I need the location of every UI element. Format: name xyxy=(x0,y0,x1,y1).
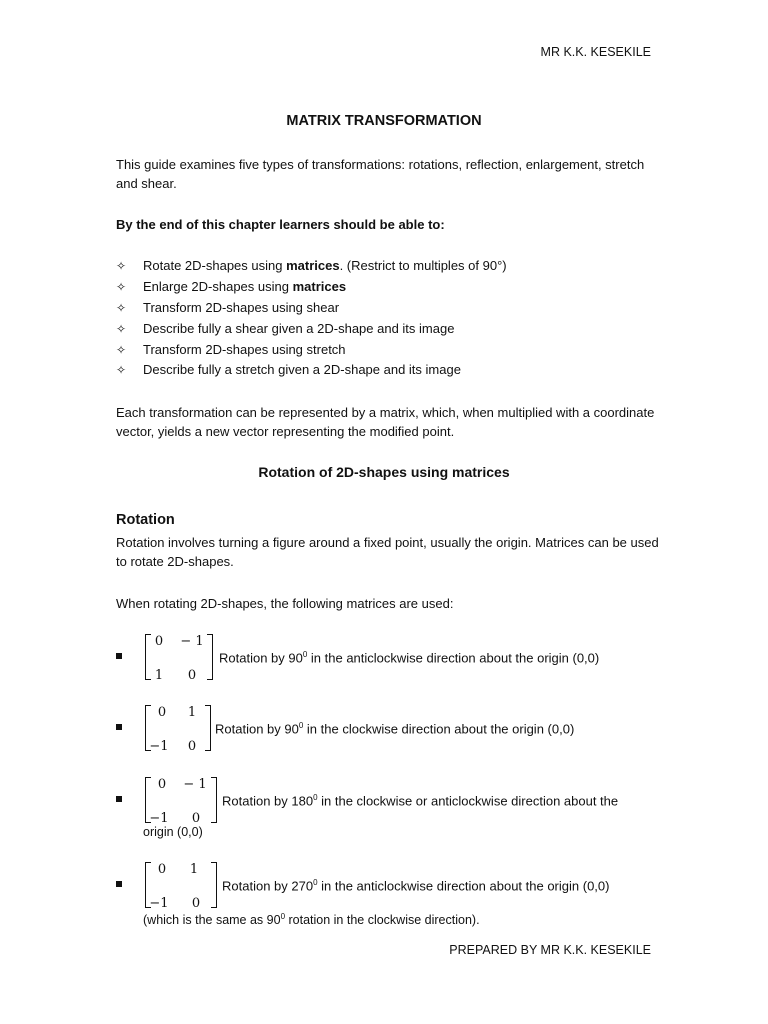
matrix-description-continued: (which is the same as $90^0$ rotation in the clockwise direction). xyxy=(143,912,480,928)
matrix-cell: − 1 xyxy=(180,634,204,649)
header-author: MR K.K. KESEKILE xyxy=(540,45,651,59)
objective-item: ✧ Transform 2D-shapes using shear xyxy=(116,300,340,315)
rotation-heading: Rotation xyxy=(116,512,175,528)
square-bullet-icon xyxy=(116,881,122,887)
matrix-item xyxy=(116,705,676,755)
matrix-description: Rotation by $270^0$ in the anticlockwise direction about the origin (0,0) xyxy=(222,878,610,894)
page-title: MATRIX TRANSFORMATION xyxy=(286,113,482,129)
matrix-item xyxy=(116,634,676,684)
matrix-cell: − 1 xyxy=(183,777,207,792)
rotation-intro: Rotation involves turning a figure around a fixed point, usually the origin. Matrices can be used to rotate 2D-shapes. xyxy=(116,535,659,569)
matrix-cell: 0 xyxy=(154,634,164,649)
right-bracket xyxy=(211,862,217,908)
intro-paragraph: This guide examines five types of transformations: rotations, reflection, enlargement, stretch and shear. xyxy=(116,157,645,191)
matrix-cell: −1 xyxy=(149,896,169,911)
matrix-description: Rotation by $180^0$ in the clockwise or anticlockwise direction about the xyxy=(222,793,619,809)
rotation-matrix xyxy=(145,634,213,683)
matrix-item xyxy=(116,862,676,932)
matrix-cell: −1 xyxy=(149,811,169,826)
matrix-description: Rotation by $90^0$ in the anticlockwise direction about the origin (0,0) xyxy=(219,650,600,666)
matrix-cell: 0 xyxy=(157,862,167,877)
rotation-matrix xyxy=(145,862,217,911)
objective-item: ✧ Enlarge 2D-shapes using matrices xyxy=(116,279,347,294)
matrix-cell: 1 xyxy=(189,862,199,877)
matrix-cell: 0 xyxy=(157,705,167,720)
matrix-cell: 0 xyxy=(191,811,201,826)
diamond-star-icon: ✧ xyxy=(116,259,127,273)
matrix-cell: 0 xyxy=(187,668,197,683)
diamond-star-icon: ✧ xyxy=(116,363,127,377)
square-bullet-icon xyxy=(116,724,122,730)
transformation-note: Each transformation can be represented by a matrix, which, when multiplied with a coordinate vector, yields a new vector representing the modified point. xyxy=(116,405,655,439)
matrix-cell: 0 xyxy=(191,896,201,911)
objective-item: ✧ Describe fully a stretch given a 2D-shape and its image xyxy=(116,362,461,377)
objective-item: ✧ Describe fully a shear given a 2D-shape and its image xyxy=(116,321,455,336)
diamond-star-icon: ✧ xyxy=(116,343,127,357)
matrix-cell: 0 xyxy=(157,777,167,792)
matrix-cell: 1 xyxy=(187,705,197,720)
rotation-matrix xyxy=(145,777,217,826)
diamond-star-icon: ✧ xyxy=(116,301,127,315)
right-bracket xyxy=(205,705,211,751)
diamond-star-icon: ✧ xyxy=(116,322,127,336)
right-bracket xyxy=(211,777,217,823)
objectives-heading: By the end of this chapter learners should be able to: xyxy=(116,217,445,232)
matrix-cell: 0 xyxy=(187,739,197,754)
matrix-description-continued: origin (0,0) xyxy=(143,825,203,840)
objective-item: ✧ Transform 2D-shapes using stretch xyxy=(116,342,346,357)
matrix-description: Rotation by $90^0$ in the clockwise direction about the origin (0,0) xyxy=(215,721,575,737)
square-bullet-icon xyxy=(116,653,122,659)
square-bullet-icon xyxy=(116,796,122,802)
matrix-cell: −1 xyxy=(149,739,169,754)
diamond-star-icon: ✧ xyxy=(116,280,127,294)
objective-item: ✧ Rotate 2D-shapes using matrices. (Restrict to multiples of 90°) xyxy=(116,258,507,273)
rotation-matrix xyxy=(145,705,211,754)
footer-prepared-by: PREPARED BY MR K.K. KESEKILE xyxy=(449,943,651,957)
section-subtitle: Rotation of 2D-shapes using matrices xyxy=(258,464,510,480)
matrix-cell: 1 xyxy=(154,668,164,683)
matrix-item xyxy=(116,777,676,841)
matrices-intro: When rotating 2D-shapes, the following matrices are used: xyxy=(116,596,454,611)
